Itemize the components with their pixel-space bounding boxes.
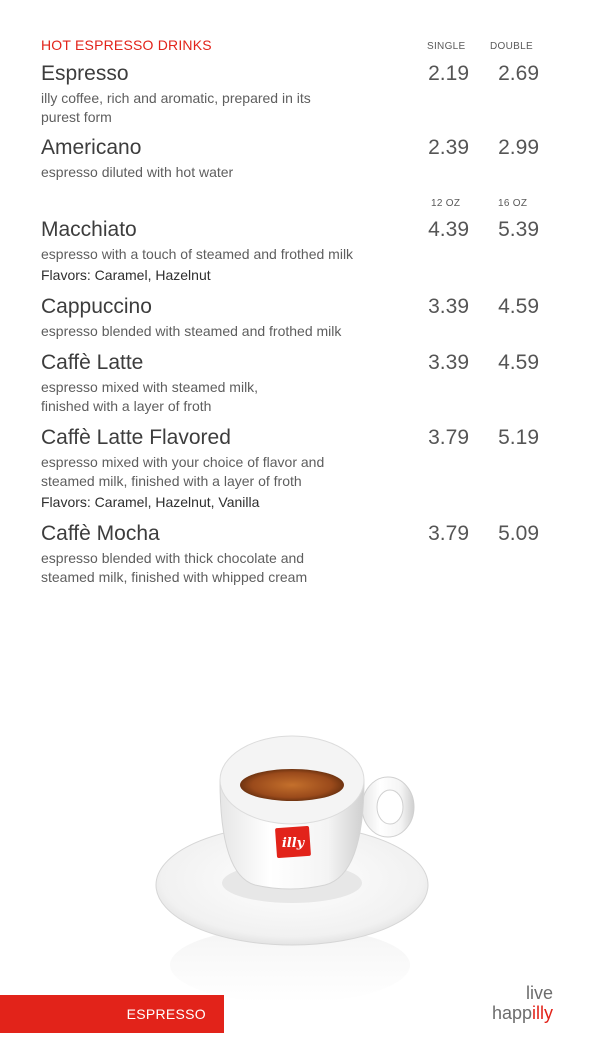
menu-item-macchiato <box>41 218 551 285</box>
price-12oz: 3.79 <box>428 522 469 545</box>
item-desc: espresso diluted with hot water <box>41 164 234 180</box>
espresso-cup-image <box>150 735 440 1015</box>
item-name: Macchiato <box>41 218 137 241</box>
menu-item-americano <box>41 136 551 182</box>
item-desc: espresso blended with thick chocolate and steamed milk, finished with whipped cream <box>41 550 308 585</box>
slogan-illy: illy <box>532 1003 553 1023</box>
16oz-header: 16 OZ <box>498 198 528 209</box>
item-name: Espresso <box>41 62 129 85</box>
item-desc: illy coffee, rich and aromatic, prepared in its purest form <box>41 90 311 125</box>
item-desc: espresso mixed with steamed milk, finished with a layer of froth <box>41 379 259 414</box>
item-name: Cappuccino <box>41 295 152 318</box>
double-header: DOUBLE <box>490 41 533 52</box>
item-desc: espresso blended with steamed and frothed milk <box>41 323 342 339</box>
price-16oz: 4.59 <box>498 351 539 374</box>
item-desc: espresso mixed with your choice of flavor and steamed milk, finished with a layer of froth <box>41 454 325 489</box>
price-12oz: 3.39 <box>428 295 469 318</box>
item-flavors: Flavors: Caramel, Hazelnut <box>41 267 211 283</box>
price-12oz: 3.79 <box>428 426 469 449</box>
category-label: ESPRESSO <box>126 1006 206 1022</box>
item-flavors: Flavors: Caramel, Hazelnut, Vanilla <box>41 494 260 510</box>
12oz-header: 12 OZ <box>431 198 461 209</box>
menu-item-caffe-latte-flavored <box>41 426 551 512</box>
menu-item-espresso <box>41 62 551 127</box>
price-16oz: 5.39 <box>498 218 539 241</box>
price-double: 2.99 <box>498 136 539 159</box>
item-name: Caffè Mocha <box>41 522 160 545</box>
price-single: 2.19 <box>428 62 469 85</box>
single-header: SINGLE <box>427 41 466 52</box>
slogan <box>492 983 553 1023</box>
category-tab[interactable] <box>0 995 224 1033</box>
item-name: Americano <box>41 136 142 159</box>
menu-item-caffe-mocha <box>41 522 551 587</box>
price-16oz: 5.19 <box>498 426 539 449</box>
cup-logo: illy <box>281 836 305 851</box>
slogan-line2 <box>492 1003 553 1023</box>
price-12oz: 4.39 <box>428 218 469 241</box>
price-16oz: 5.09 <box>498 522 539 545</box>
menu-item-cappuccino <box>41 295 551 341</box>
slogan-line1: live <box>525 983 553 1003</box>
item-name: Caffè Latte Flavored <box>41 426 231 449</box>
price-16oz: 4.59 <box>498 295 539 318</box>
item-name: Caffè Latte <box>41 351 144 374</box>
menu-item-caffe-latte <box>41 351 551 416</box>
section-title: HOT ESPRESSO DRINKS <box>41 37 212 53</box>
price-single: 2.39 <box>428 136 469 159</box>
price-double: 2.69 <box>498 62 539 85</box>
slogan-happ: happ <box>491 1003 532 1023</box>
item-desc: espresso with a touch of steamed and frothed milk <box>41 246 354 262</box>
price-12oz: 3.39 <box>428 351 469 374</box>
